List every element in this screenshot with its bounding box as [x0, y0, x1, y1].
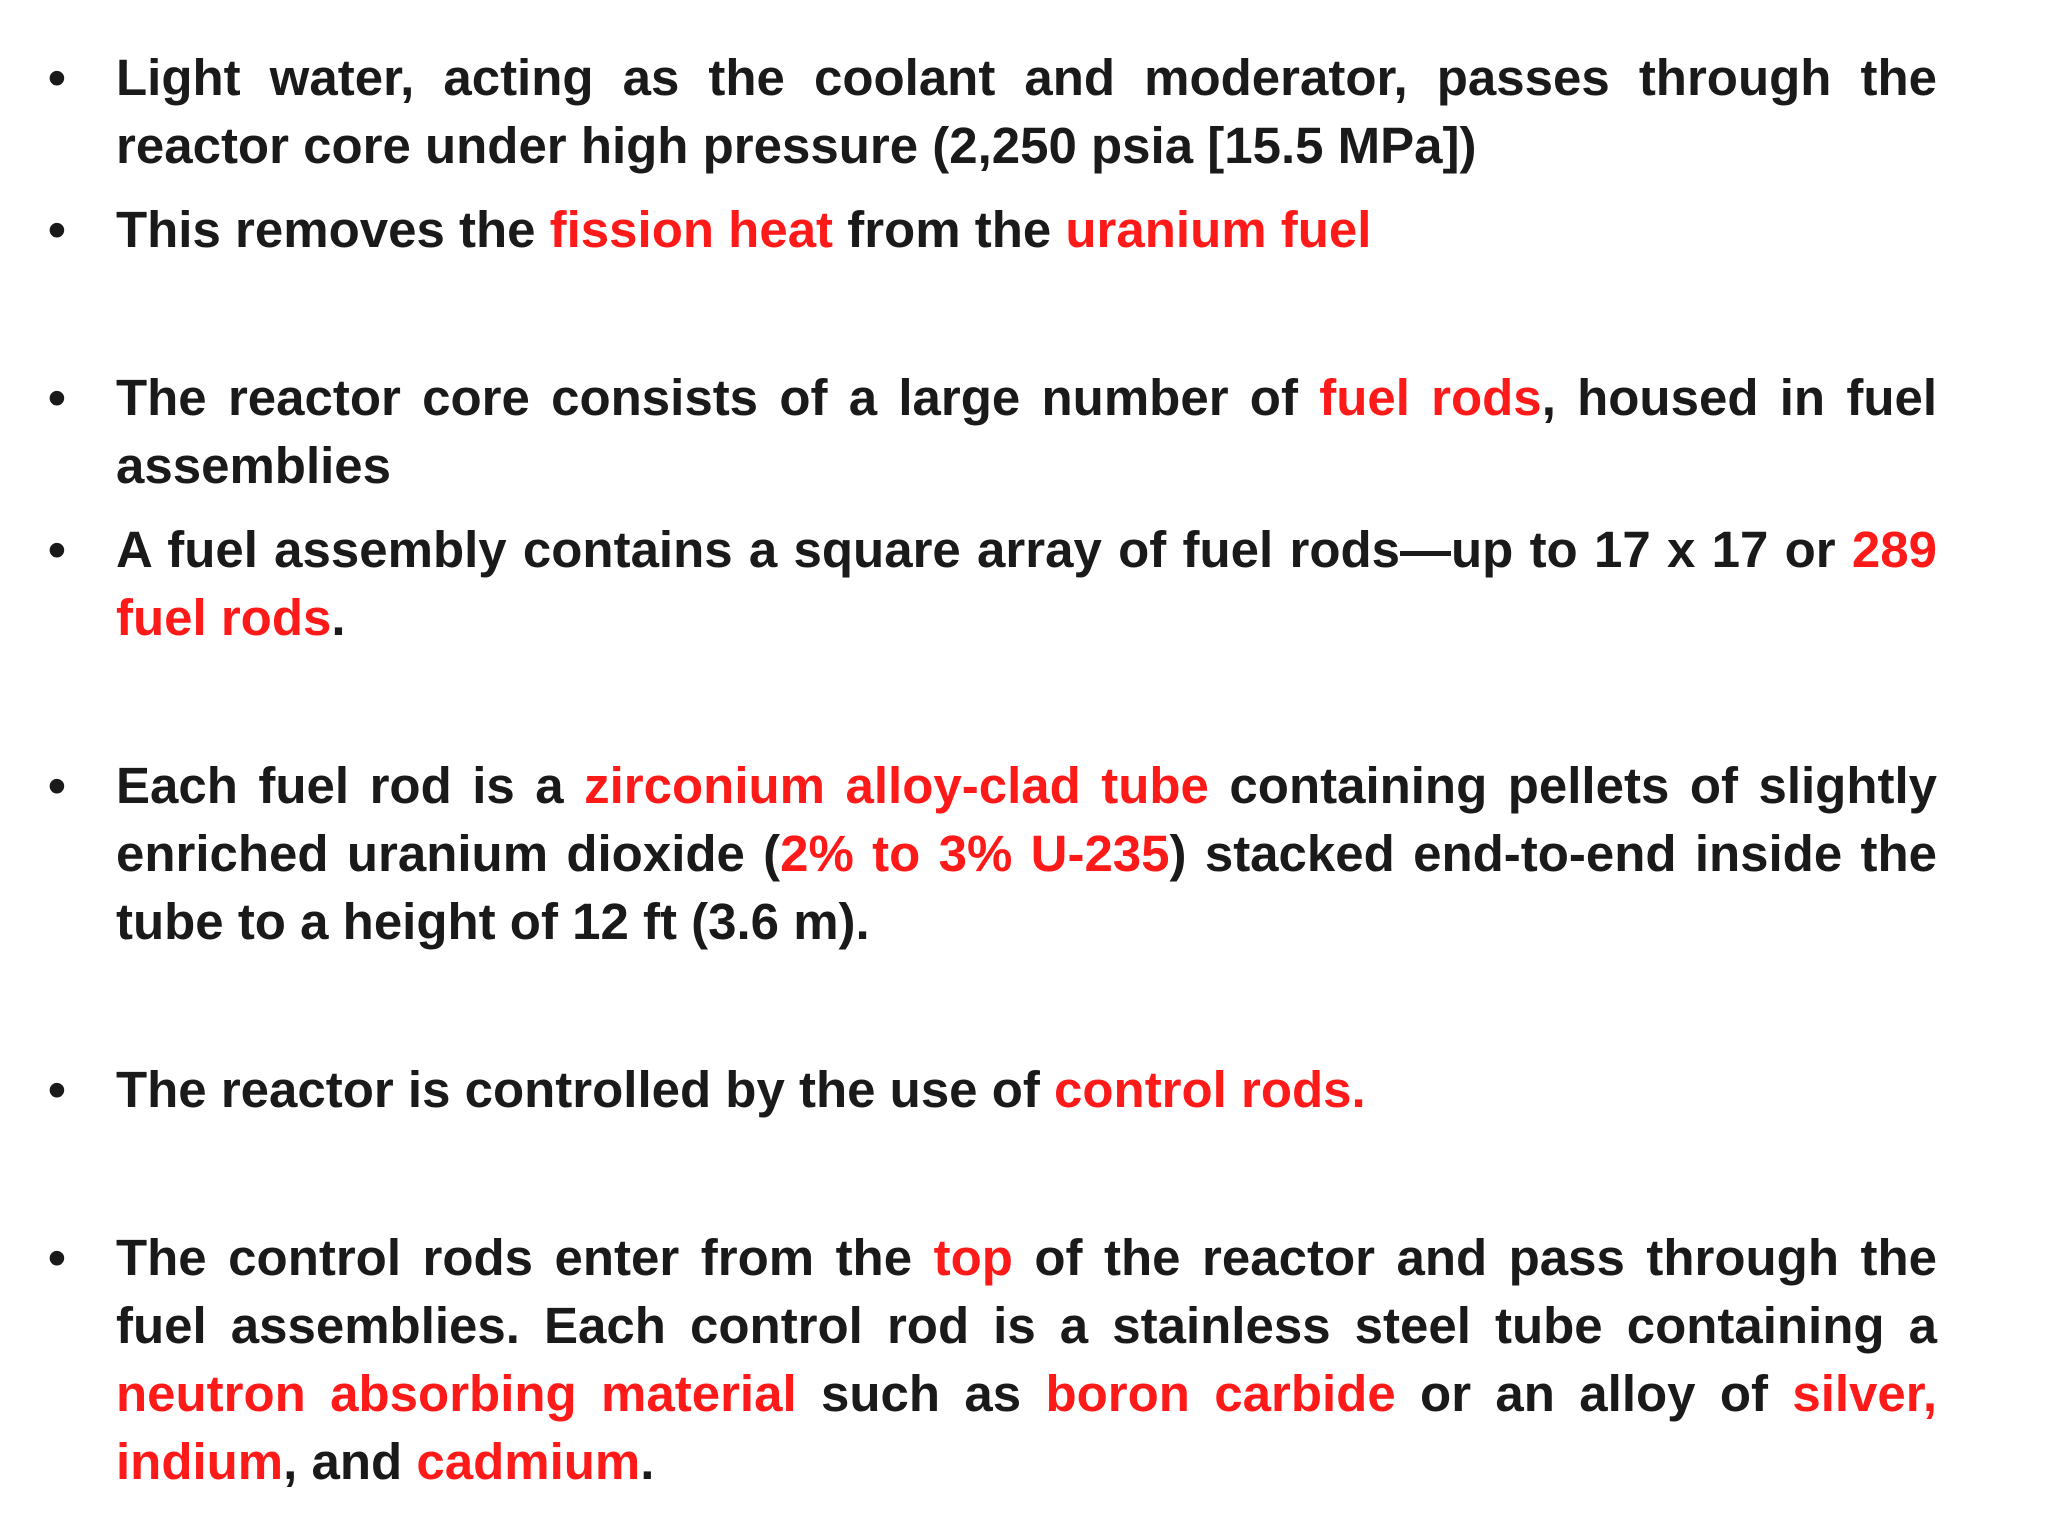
bullet-text	[116, 757, 1937, 950]
highlighted-text: cadmium	[416, 1433, 641, 1490]
bullet-dot: •	[48, 521, 66, 578]
text-segment: of the reactor and pass through the fuel assemblies. Each control rod is a stainless steel tube containing a	[116, 1229, 1937, 1354]
text-segment: from the	[833, 201, 1066, 258]
bullet-dot: •	[48, 369, 66, 426]
text-segment: .	[331, 589, 346, 646]
text-segment: The reactor is controlled by the use of	[116, 1061, 1055, 1118]
bullet-fuel-assembly	[48, 516, 1937, 652]
text-segment: , and	[283, 1433, 417, 1490]
text-segment: .	[640, 1433, 655, 1490]
text-segment: , housed in fuel assemblies	[116, 369, 1937, 494]
highlighted-text: 2% to 3% U-235	[780, 825, 1170, 882]
bullet-coolant	[48, 44, 1937, 180]
bullet-text	[116, 521, 1937, 646]
text-segment: A fuel assembly contains a square array of fuel rods—up to 17 x 17 or	[116, 521, 1852, 578]
highlighted-text: 289 fuel rods	[116, 521, 1937, 646]
bullet-text	[116, 369, 1937, 494]
bullet-reactor-core	[48, 364, 1937, 500]
text-segment: The reactor core consists of a large number of	[116, 369, 1320, 426]
bullet-dot: •	[48, 1229, 66, 1286]
highlighted-text: zirconium alloy-clad tube	[584, 757, 1209, 814]
bullet-text	[116, 201, 1371, 258]
highlighted-text: fuel rods	[1319, 369, 1542, 426]
bullet-list	[48, 44, 2000, 1496]
bullet-fission-heat	[48, 196, 1937, 264]
text-segment: The control rods enter from the	[116, 1229, 934, 1286]
bullet-text	[116, 49, 1937, 174]
text-segment: Each fuel rod is a	[116, 757, 585, 814]
bullet-dot: •	[48, 201, 66, 258]
text-segment: This removes the	[116, 201, 550, 258]
highlighted-text: top	[933, 1229, 1013, 1286]
text-segment: containing pellets of slightly enriched uranium dioxide (	[116, 757, 1937, 882]
highlighted-text: fission heat	[549, 201, 834, 258]
text-segment: ) stacked end-to-end inside the tube to a height of 12 ft (3.6 m).	[116, 825, 1937, 950]
highlighted-text: neutron absorbing material	[116, 1365, 797, 1422]
bullet-dot: •	[48, 1061, 66, 1118]
text-segment: such as	[796, 1365, 1046, 1422]
bullet-text	[116, 1061, 1366, 1118]
highlighted-text: uranium fuel	[1065, 201, 1372, 258]
bullet-fuel-rod	[48, 752, 1937, 956]
text-segment: Light water, acting as the coolant and moderator, passes through the reactor core under high pressure (2,250 psia [15.5 MPa])	[116, 49, 1937, 174]
bullet-dot: •	[48, 49, 66, 106]
bullet-dot: •	[48, 757, 66, 814]
highlighted-text: silver, indium	[116, 1365, 1937, 1490]
bullet-control-rod-details	[48, 1224, 1937, 1496]
bullet-text	[116, 1229, 1937, 1490]
bullet-control-rods	[48, 1056, 1937, 1124]
highlighted-text: control rods.	[1054, 1061, 1366, 1118]
highlighted-text: boron carbide	[1045, 1365, 1396, 1422]
text-segment: or an alloy of	[1395, 1365, 1793, 1422]
